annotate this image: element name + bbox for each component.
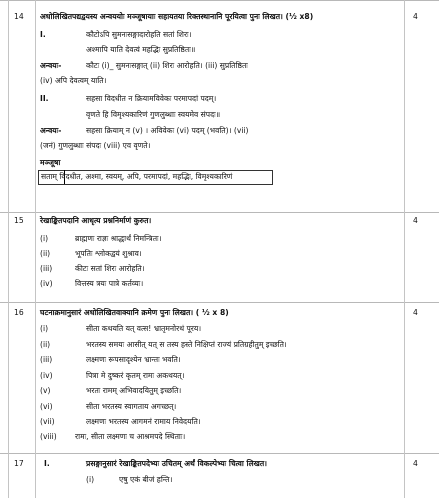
anvay-label: अन्वयः- — [40, 61, 62, 70]
section-roman: I. — [44, 459, 50, 468]
verse-line: अश्मापि याति देवत्वं महद्भिः सुप्रतिष्ठितः॥ — [86, 45, 196, 54]
column-divider — [8, 0, 9, 498]
item-text: भरतः रामम् अभिवादयितुम् इच्छति। — [86, 386, 182, 395]
item-label: (vii) — [40, 417, 55, 426]
question-marks: 4 — [413, 459, 418, 468]
item-text: वित्तस्य त्रयः पात्रे कर्तव्यः। — [75, 279, 144, 288]
item-label: (v) — [40, 386, 51, 395]
item-label: (i) — [86, 475, 95, 484]
item-text: सीता भरतस्य स्वागताय अगच्छत्। — [86, 402, 177, 411]
verse-line: वृणते हि विमृश्यकारिणं गुणलुब्धाः स्वयमेव संपदः॥ — [86, 110, 221, 119]
verse-line: सहसा विदधीत न क्रियामविवेकः परमापदां पदम्। — [86, 94, 217, 103]
anvay-line: कौटः (i)_ सुमनःसङ्गात् (ii) शिरः आरोहति। (iii) सुप्रतिष्ठितः — [86, 61, 248, 70]
question-marks: 4 — [413, 216, 418, 225]
verse-line: कौटोऽपि सुमनःसङ्गादारोहति सतां शिरः। — [86, 30, 192, 39]
question-number: 17 — [14, 459, 24, 468]
question-title: प्रसङ्गानुसारं रेखाङ्कितपदेभ्यः उचितम् अर्थं विकल्पेभ्यः चित्वा लिखत। — [86, 459, 268, 468]
anvay-line: सहसा क्रियाम् न (v) । अविवेकः (vi) पदम् (भवति)। (vii) — [86, 126, 249, 135]
anvay-label: अन्वयः- — [40, 126, 62, 135]
section-roman: I. — [40, 30, 46, 39]
item-label: (i) — [40, 234, 49, 243]
row-divider — [0, 212, 439, 213]
item-text: पित्रा मे दुष्करं कृतम् रामः अकथयत्। — [86, 371, 185, 380]
row-divider — [0, 302, 439, 303]
item-label: (iii) — [40, 355, 53, 364]
item-text: भरतस्य समयः आसीत् यत् स तस्य हस्ते निक्षिप्तं राज्यं प्रतिग्रहीतुम् इच्छति। — [86, 340, 287, 349]
row-divider — [0, 0, 439, 1]
item-label: (ii) — [40, 249, 51, 258]
question-title: अधोलिखितपद्यद्वयस्य अन्वययोः मञ्जूषायाः सहायतया रिक्तस्थानानि पूरयित्वा पुनः लिखत। (½ x8) — [40, 12, 314, 21]
row-divider — [0, 453, 439, 454]
item-label: (iv) — [40, 279, 53, 288]
item-text: एषु एकं बीजं हन्ति। — [119, 475, 173, 484]
question-number: 16 — [14, 308, 24, 317]
question-marks: 4 — [413, 308, 418, 317]
question-title: घटनाक्रमानुसारं अधोलिखितवाक्यानि क्रमेण पुनः लिखत। ( ½ x 8) — [40, 308, 229, 317]
anvay-line: (iv) अपि देवत्वम् याति। — [40, 76, 107, 85]
item-label: (viii) — [40, 432, 57, 441]
word-box-text: सताम् विदधीत, अश्मा, स्वयम्, अपि, परमापदां, महद्भिः, विमृश्यकारिणं — [41, 172, 233, 181]
item-text: लक्ष्मणः रूपसादृश्येन भ्रान्तः भवति। — [86, 355, 181, 364]
section-roman: II. — [40, 94, 49, 103]
question-number: 15 — [14, 216, 24, 225]
question-title: रेखाङ्कितपदानि आधृत्य प्रश्ननिर्माणं कुरुत। — [40, 216, 152, 225]
item-label: (vi) — [40, 402, 53, 411]
item-text: सीता कथयति यत् वत्स! भ्रातृमनोरथं पूरय। — [86, 324, 202, 333]
question-number: 14 — [14, 12, 24, 21]
item-label: (iii) — [40, 264, 53, 273]
item-text: लक्ष्मणः भरतस्य आगमनं रामाय निवेदयति। — [86, 417, 201, 426]
item-label: (i) — [40, 324, 49, 333]
item-text: ब्राह्मणः राज्ञः श्राद्धार्थं निमन्त्रितः। — [75, 234, 162, 243]
item-text: कीटः सतां शिरः आरोहति। — [75, 264, 145, 273]
manjusha-label: मञ्जूषा — [40, 158, 61, 167]
column-divider — [404, 0, 405, 498]
column-divider — [35, 0, 36, 498]
item-text: रामः, सीता लक्ष्मणः च आश्रमपदे स्थिताः। — [75, 432, 186, 441]
item-label: (iv) — [40, 371, 53, 380]
item-label: (ii) — [40, 340, 51, 349]
question-marks: 4 — [413, 12, 418, 21]
item-text: भूपतिः श्लोकद्वयं शुश्राव। — [75, 249, 142, 258]
anvay-line: (जनं) गुणलुब्धाः संपदः (viii) एव वृणते। — [40, 141, 151, 150]
